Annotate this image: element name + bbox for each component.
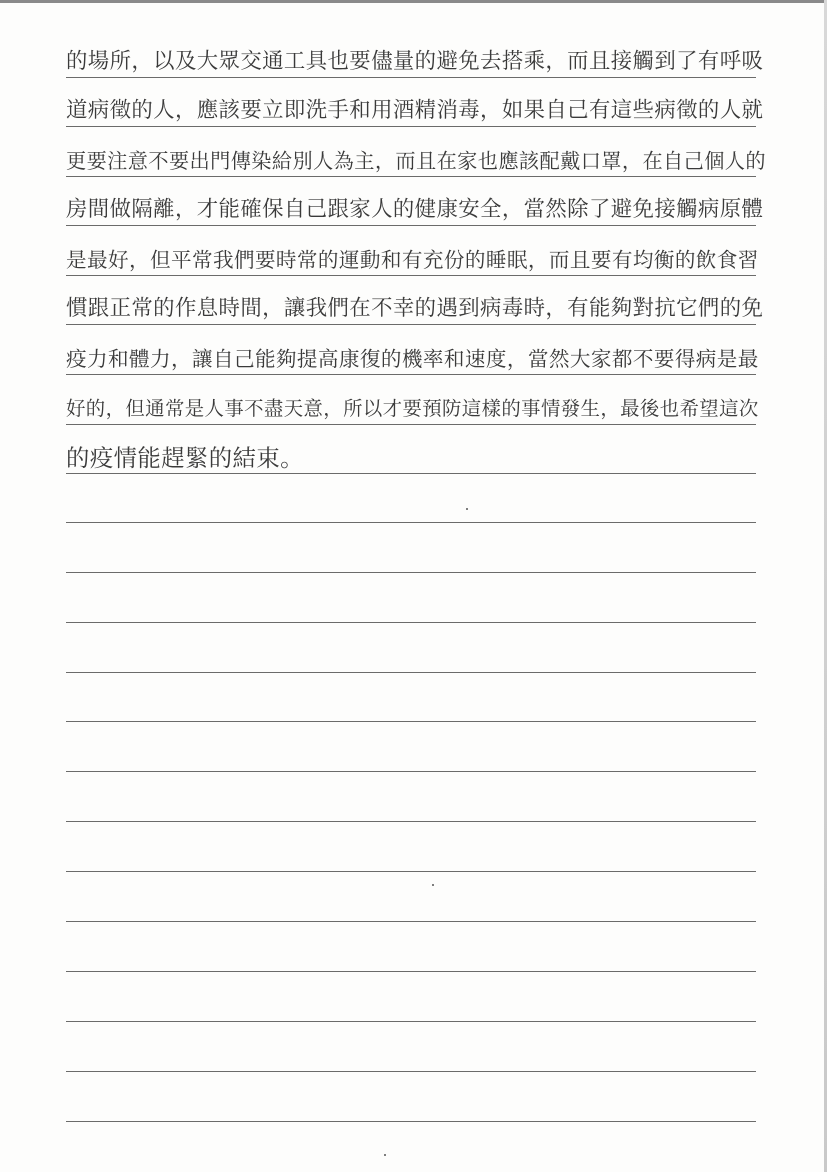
- text-line-8: 好的，但通常是人事不盡天意，所以才要預防這樣的事情發生，最後也希望這次: [66, 397, 759, 420]
- ruled-line: [66, 771, 756, 772]
- scan-speck: [466, 508, 468, 510]
- scan-speck: [432, 884, 434, 886]
- ruled-line: [66, 921, 756, 922]
- scan-speck: [384, 1154, 386, 1156]
- ruled-line: [66, 1071, 756, 1072]
- ruled-line: [66, 572, 756, 573]
- ruled-line: [66, 522, 756, 523]
- text-line-1: 的場所，以及大眾交通工具也要儘量的避免去搭乘，而且接觸到了有呼吸: [66, 49, 764, 74]
- ruled-line: [66, 871, 756, 872]
- text-line-2: 道病徵的人，應該要立即洗手和用酒精消毒，如果自己有這些病徵的人就: [66, 98, 764, 123]
- text-line-4: 房間做隔離，才能確保自己跟家人的健康安全，當然除了避免接觸病原體: [66, 197, 764, 222]
- ruled-line: [66, 1121, 756, 1122]
- text-line-7: 疫力和體力，讓自己能夠提高康復的機率和速度，當然大家都不要得病是最: [66, 347, 759, 371]
- text-line-6: 慣跟正常的作息時間，讓我們在不幸的遇到病毒時，有能夠對抗它們的免: [66, 296, 764, 321]
- text-line-3: 更要注意不要出門傳染給別人為主，而且在家也應該配戴口罩，在自己個人的: [66, 149, 766, 173]
- ruled-line: [66, 821, 756, 822]
- ruled-line: [66, 971, 756, 972]
- text-line-5: 是最好，但平常我們要時常的運動和有充份的睡眠，而且要有均衡的飲食習: [66, 248, 759, 272]
- text-line-9: 的疫情能趕緊的結束。: [66, 444, 304, 472]
- ruled-line: [66, 1021, 756, 1022]
- ruled-line: [66, 672, 756, 673]
- ruled-line: [66, 622, 756, 623]
- ruled-line: [66, 721, 756, 722]
